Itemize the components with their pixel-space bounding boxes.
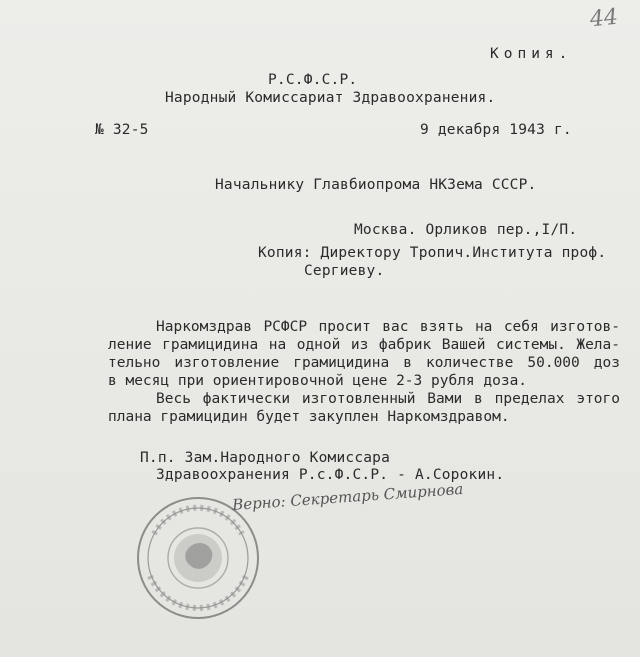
document-number: № 32-5 — [95, 122, 149, 138]
letter-body — [108, 318, 620, 426]
document-date: 9 декабря 1943 г. — [420, 122, 572, 138]
addressee: Начальнику Главбиопрома НКЗема СССР. — [215, 177, 537, 193]
republic-heading: Р.С.Ф.С.Р. — [268, 72, 358, 88]
addressee-address: Москва. Орликов пер.,I/П. — [354, 222, 578, 238]
body-line: ление грамицидина на одной из фабрик Вашей системы. Жела- — [108, 337, 620, 353]
copy-recipient-line2: Сергиеву. — [304, 263, 385, 279]
body-line: тельно изготовление грамицидина в количестве 50.000 доз — [108, 355, 620, 371]
archive-page-number: 44 — [588, 4, 620, 33]
copy-mark: Копия. — [490, 46, 573, 62]
body-line: плана грамицидин будет закуплен Наркомздравом. — [108, 409, 510, 425]
copy-recipient-line1: Копия: Директору Тропич.Института проф. — [258, 245, 607, 261]
signature-title: П.п. Зам.Народного Комиссара — [140, 450, 391, 466]
body-line: Весь фактически изготовленный Вами в пределах этого — [156, 391, 620, 407]
ministry-heading: Народный Комиссариат Здравоохранения. — [165, 90, 496, 106]
signature-name: Здравоохранения Р.с.Ф.С.Р. - А.Сорокин. — [156, 467, 505, 483]
body-line: Наркомздрав РСФСР просит вас взять на себя изготов- — [156, 319, 620, 335]
body-line: в месяц при ориентировочной цене 2-3 рубля доза. — [108, 373, 528, 389]
handwritten-certification: Верно: Секретарь Смирнова — [231, 479, 464, 515]
